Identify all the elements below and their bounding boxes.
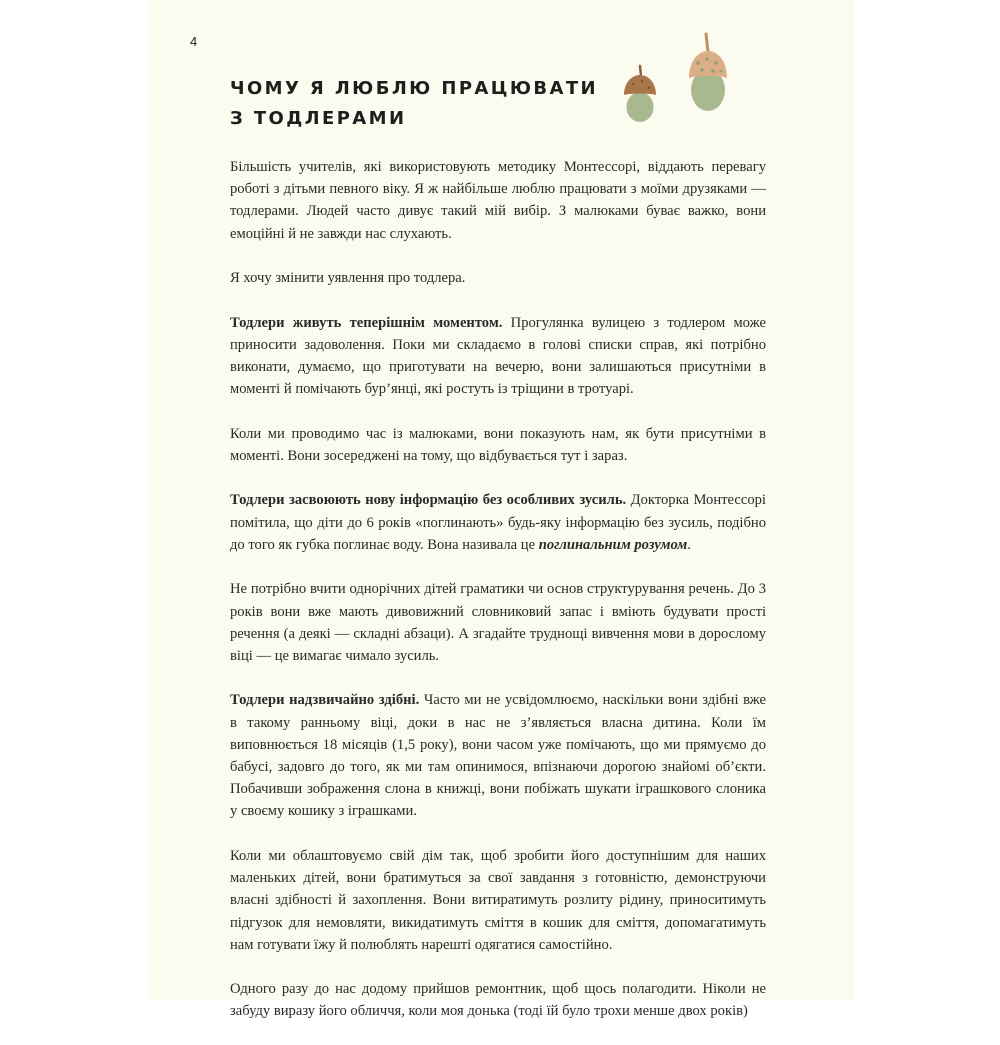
chapter-title-line-2: З ТОДЛЕРАМИ <box>230 108 407 129</box>
emphasis-term: поглинальним розумом <box>538 536 688 553</box>
paragraph-lead: Тодлери надзвичайно здібні. <box>230 692 420 709</box>
small-acorn-icon <box>620 64 660 124</box>
paragraph: Тодлери надзвичайно здібні. Часто ми не усвідомлюємо, наскільки вони здібні вже в такому ранньому віці, доки в нас не з’являється власна дитина. Коли їм виповнюється 18 місяців (1,5 року), вони часом уже помічають, що ми прямуємо до бабусі, задовго до того, як ми там опинимося, впізнаючи дорогою знайомі об’єкти. Побачивши зображення слона в книжці, вони побіжать шукати іграшкового слоника у своєму кошику з іграшками. <box>230 692 766 820</box>
paragraph: Не потрібно вчити однорічних дітей граматики чи основ структурування речень. До 3 років вони вже мають дивовижний словниковий запас і вміють будувати прості речення (а деякі — складні абзаци). А згадайте труднощі вивчення мови в дорослому віці — це вимагає чимало зусиль. <box>230 581 766 664</box>
page-number: 4 <box>190 34 198 49</box>
paragraph: Коли ми облаштовуємо свій дім так, щоб зробити його доступнішим для наших маленьких дітей, вони братимуться за свої завдання з готовністю, демонструючи власні здібності й захоплення. Вони витиратимуть розлиту рідину, приноситимуть підгузок для немовляти, викидатимуть сміття в кошик для сміття, допомагатимуть нам готувати їжу й полюблять нарешті одягатися самостійно. <box>230 847 766 953</box>
paragraph: Тодлери живуть теперішнім моментом. Прогулянка вулицею з тодлером може приносити задоволення. Поки ми складаємо в голові списки справ, які потрібно виконати, думаємо, що приготувати на вечерю, вони залишаються присутніми в моменті й помічають бур’янці, які ростуть із тріщини в тротуарі. <box>230 314 766 398</box>
paragraph: Коли ми проводимо час із малюками, вони показують нам, як бути присутніми в моменті. Вони зосереджені на тому, що відбувається тут і зараз. <box>230 425 766 464</box>
paragraph: Одного разу до нас додому прийшов ремонтник, щоб щось полагодити. Ніколи не забуду виразу його обличчя, коли моя донька (тоді їй було трохи менше двох років) <box>230 981 766 1020</box>
paragraph-lead: Тодлери живуть теперішнім моментом. <box>230 314 503 331</box>
big-acorn-icon <box>686 32 730 114</box>
body-text <box>230 156 766 1045</box>
book-page <box>148 0 854 1020</box>
paragraph: Більшість учителів, які використовують методику Монтессорі, віддають перевагу роботі з дітьми певного віку. Я ж найбільше люблю працювати з моїми друзяками — тодлерами. Людей часто дивує такий мій вибір. З малюками буває важко, вони емоційні й не завжди нас слухають. <box>230 159 766 242</box>
chapter-title-line-1: ЧОМУ Я ЛЮБЛЮ ПРАЦЮВАТИ <box>230 78 598 99</box>
paragraph: Я хочу змінити уявлення про тодлера. <box>230 270 466 287</box>
paragraph: Тодлери засвоюють нову інформацію без особливих зусиль. Докторка Монтессорі помітила, що діти до 6 років «поглинають» будь-яку інформацію без зусиль, подібно до того як губка поглинає воду. Вона називала це поглинальним розумом. <box>230 492 766 553</box>
paragraph-lead: Тодлери засвоюють нову інформацію без особливих зусиль. <box>230 492 627 509</box>
chapter-title <box>230 74 598 134</box>
